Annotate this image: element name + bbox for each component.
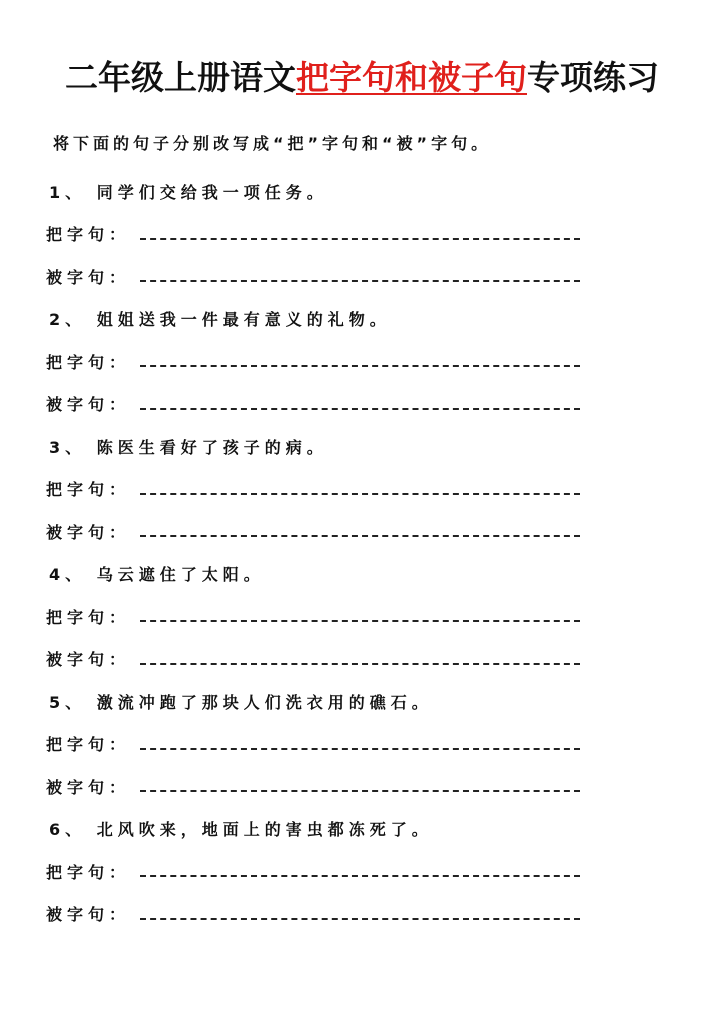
answer-blank[interactable] [140,408,580,410]
bei-sentence-answer [46,638,646,681]
question: 3、 陈医生看好了孩子的病。 [49,437,328,457]
answer-label: 把字句： [46,225,131,245]
answer-blank[interactable] [140,238,580,240]
answer-label: 被字句： [46,395,131,415]
answer-blank[interactable] [140,875,580,877]
answer-label: 被字句： [46,777,131,797]
question: 6、 北风吹来，地面上的害虫都冻死了。 [49,820,433,840]
answer-blank[interactable] [140,620,580,622]
answer-label: 被字句： [46,522,131,542]
bei-sentence-answer [46,510,646,553]
question: 4、 乌云遮住了太阳。 [49,565,265,585]
bei-sentence-answer [46,255,646,298]
answer-label: 被字句： [46,650,131,670]
title-suffix: 专项练习 [527,58,659,97]
ba-sentence-answer [46,595,646,638]
bei-sentence-answer [46,765,646,808]
answer-label: 把字句： [46,735,131,755]
answer-blank[interactable] [140,663,580,665]
answer-label: 把字句： [46,862,131,882]
bei-sentence-answer [46,893,646,936]
answer-blank[interactable] [140,790,580,792]
answer-label: 被字句： [46,267,131,287]
ba-sentence-answer [46,213,646,256]
title-highlight: 把字句和被子句 [296,58,527,97]
answer-label: 把字句： [46,480,131,500]
ba-sentence-answer [46,340,646,383]
answer-blank[interactable] [140,365,580,367]
question: 5、 激流冲跑了那块人们洗衣用的礁石。 [49,692,433,712]
answer-label: 把字句： [46,352,131,372]
answer-blank[interactable] [140,918,580,920]
answer-blank[interactable] [140,535,580,537]
exercise-list [46,170,646,935]
answer-blank[interactable] [140,748,580,750]
question: 1、 同学们交给我一项任务。 [49,182,328,202]
ba-sentence-answer [46,850,646,893]
answer-label: 把字句： [46,607,131,627]
answer-blank[interactable] [140,493,580,495]
ba-sentence-answer [46,468,646,511]
answer-label: 被字句： [46,905,131,925]
question: 2、 姐姐送我一件最有意义的礼物。 [49,310,391,330]
bei-sentence-answer [46,383,646,426]
instruction: 将下面的句子分别改写成“把”字句和“被”字句。 [53,134,492,153]
answer-blank[interactable] [140,280,580,282]
page-title [0,52,724,99]
title-prefix: 二年级上册语文 [65,58,296,97]
ba-sentence-answer [46,723,646,766]
